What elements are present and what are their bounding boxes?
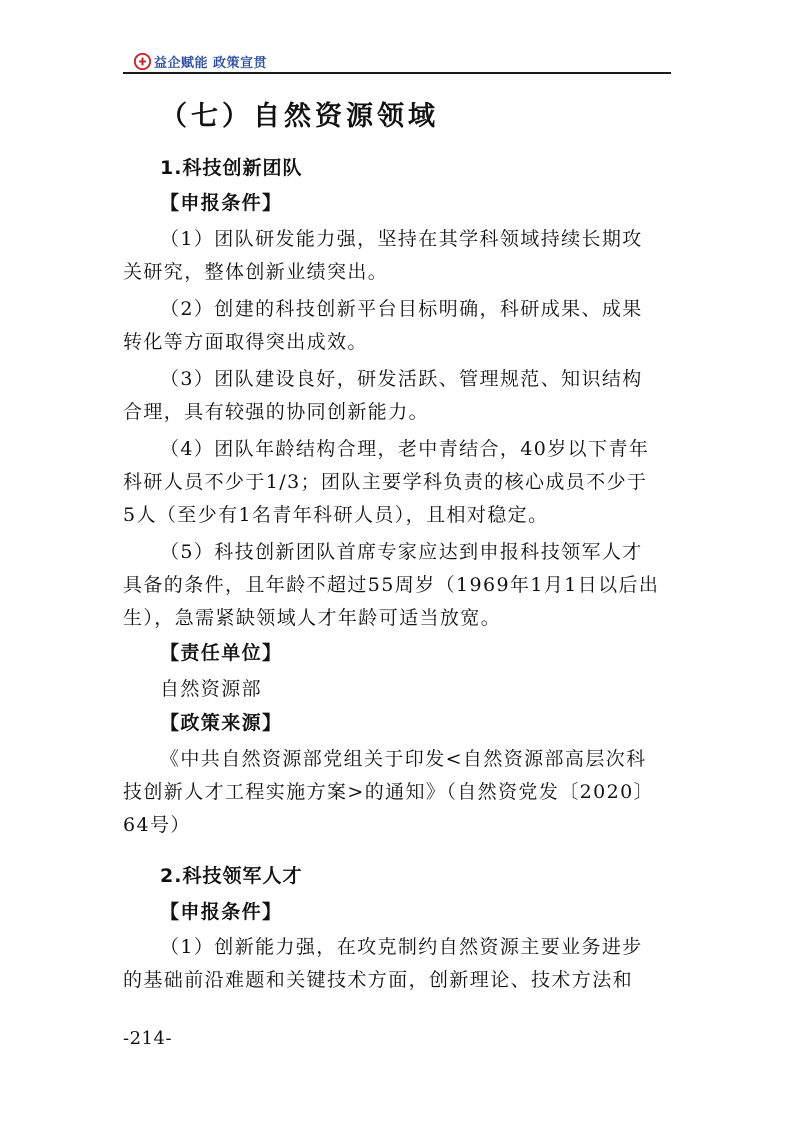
header-divider <box>123 72 671 74</box>
item-heading: 2.科技领军人才 <box>160 865 303 887</box>
unit-label: 【责任单位】 <box>160 642 283 664</box>
paragraph-line: 生），急需紧缺领域人才年龄可适当放宽。 <box>123 607 502 629</box>
company-logo-icon <box>134 53 151 70</box>
paragraph-line: （3）团队建设良好，研发活跃、管理规范、知识结构 <box>160 368 643 390</box>
paragraph-line: 转化等方面取得突出成效。 <box>123 331 368 353</box>
paragraph-line: （2）创建的科技创新平台目标明确，科研成果、成果 <box>160 298 643 320</box>
paragraph-line: （1）创新能力强，在攻克制约自然资源主要业务进步 <box>160 936 643 958</box>
item-heading: 1.科技创新团队 <box>160 157 303 179</box>
paragraph-line: 5人（至少有1名青年科研人员），且相对稳定。 <box>123 504 549 526</box>
page-number: -214- <box>123 1028 173 1049</box>
paragraph-line: 的基础前沿难题和关键技术方面，创新理论、技术方法和 <box>123 969 634 991</box>
paragraph-line: （5）科技创新团队首席专家应达到申报科技领军人才 <box>160 541 643 563</box>
conditions-label: 【申报条件】 <box>160 192 283 214</box>
paragraph-line: 科研人员不少于1/3；团队主要学科负责的核心成员不少于 <box>123 471 648 493</box>
source-label: 【政策来源】 <box>160 712 283 734</box>
page-header <box>123 50 671 74</box>
paragraph-line: （1）团队研发能力强，坚持在其学科领域持续长期攻 <box>160 228 643 250</box>
source-line: 64号） <box>123 814 191 836</box>
source-line: 技创新人才工程实施方案>的通知》（自然资党发〔2020〕 <box>123 781 654 803</box>
paragraph-line: 合理，具有较强的协同创新能力。 <box>123 401 430 423</box>
conditions-label: 【申报条件】 <box>160 901 283 923</box>
paragraph-line: 关研究，整体创新业绩突出。 <box>123 261 389 283</box>
header-logo-text: 益企赋能 政策宣贯 <box>154 56 268 71</box>
paragraph-line: （4）团队年龄结构合理，老中青结合，40岁以下青年 <box>160 438 650 460</box>
section-title: （七）自然资源领域 <box>160 101 439 132</box>
paragraph-line: 具备的条件，且年龄不超过55周岁（1969年1月1日以后出 <box>123 574 660 596</box>
source-line: 《中共自然资源部党组关于印发<自然资源部高层次科 <box>160 748 647 770</box>
unit-text: 自然资源部 <box>160 678 263 700</box>
